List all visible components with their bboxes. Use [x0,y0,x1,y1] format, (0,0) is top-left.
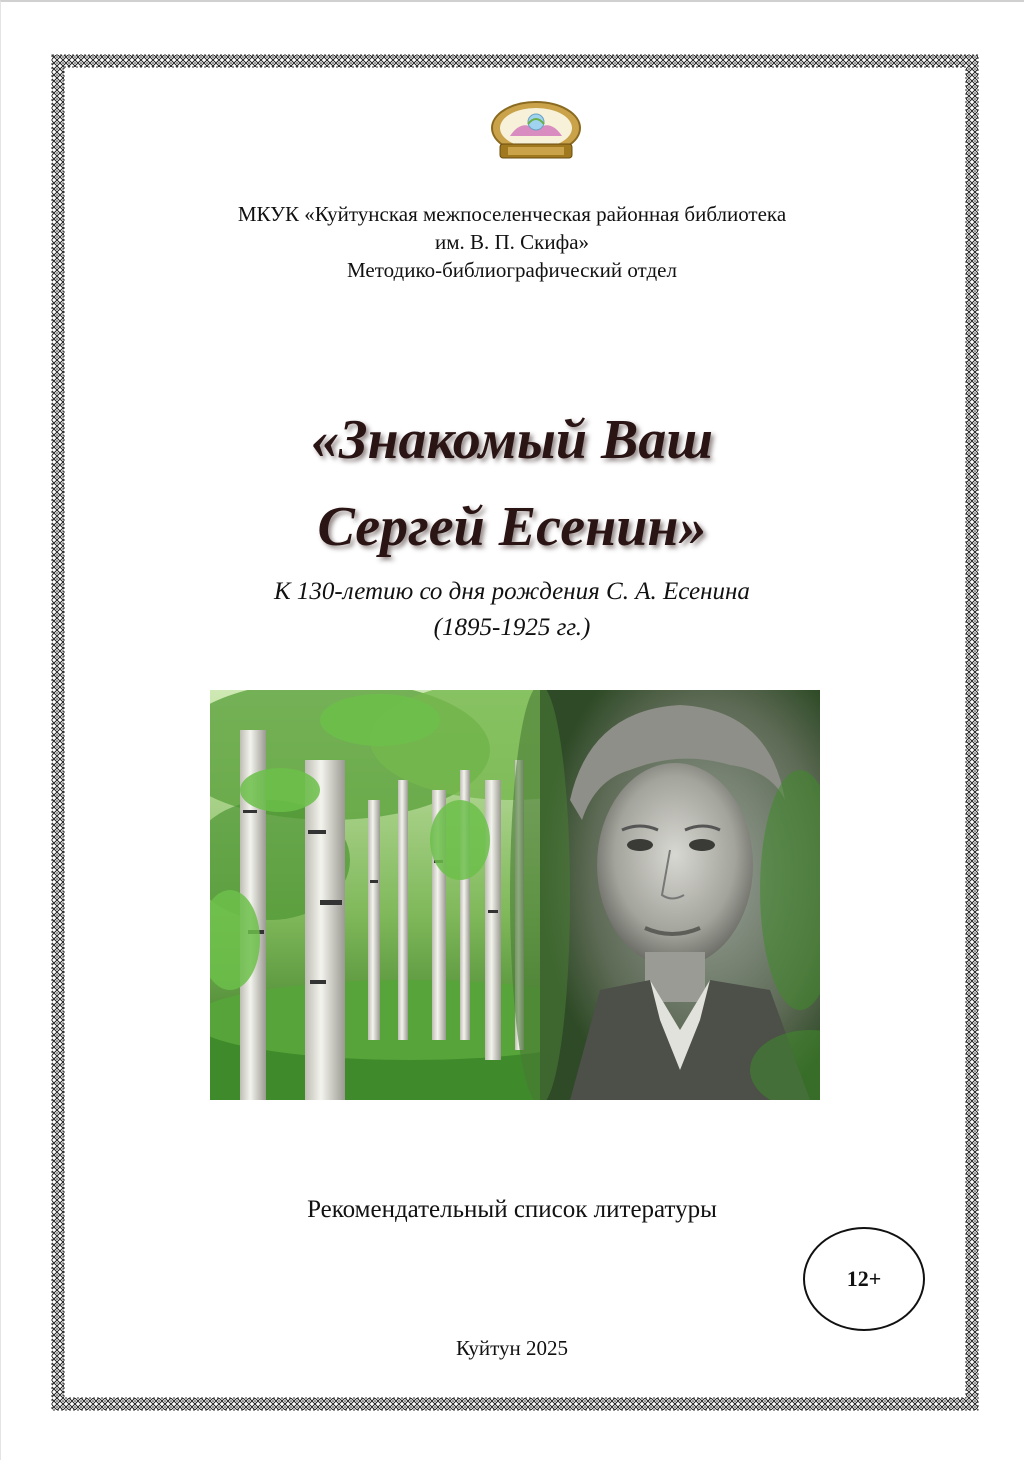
title-line2: Сергей Есенин» [317,496,707,558]
org-name-line1: МКУК «Куйтунская межпоселенческая районная библиотека [237,202,787,226]
age-rating-badge [803,1227,925,1331]
birch-grove-portrait-image [210,690,820,1100]
document-type-label: Рекомендательный список литературы [307,1196,717,1223]
place-and-year: Куйтун 2025 [455,1336,569,1360]
age-rating-text: 12+ [846,1266,882,1291]
department-name: Методико-библиографический отдел [347,258,677,282]
subtitle-years: (1895-1925 гг.) [433,614,591,641]
org-name-line2: им. В. П. Скифа» [434,230,590,254]
subtitle-anniversary: К 130-летию со дня рождения С. А. Есенина [274,578,750,605]
library-logo-icon [488,100,584,166]
cover-illustration [210,690,820,1100]
title-line1: «Знакомый Ваш [310,409,714,471]
